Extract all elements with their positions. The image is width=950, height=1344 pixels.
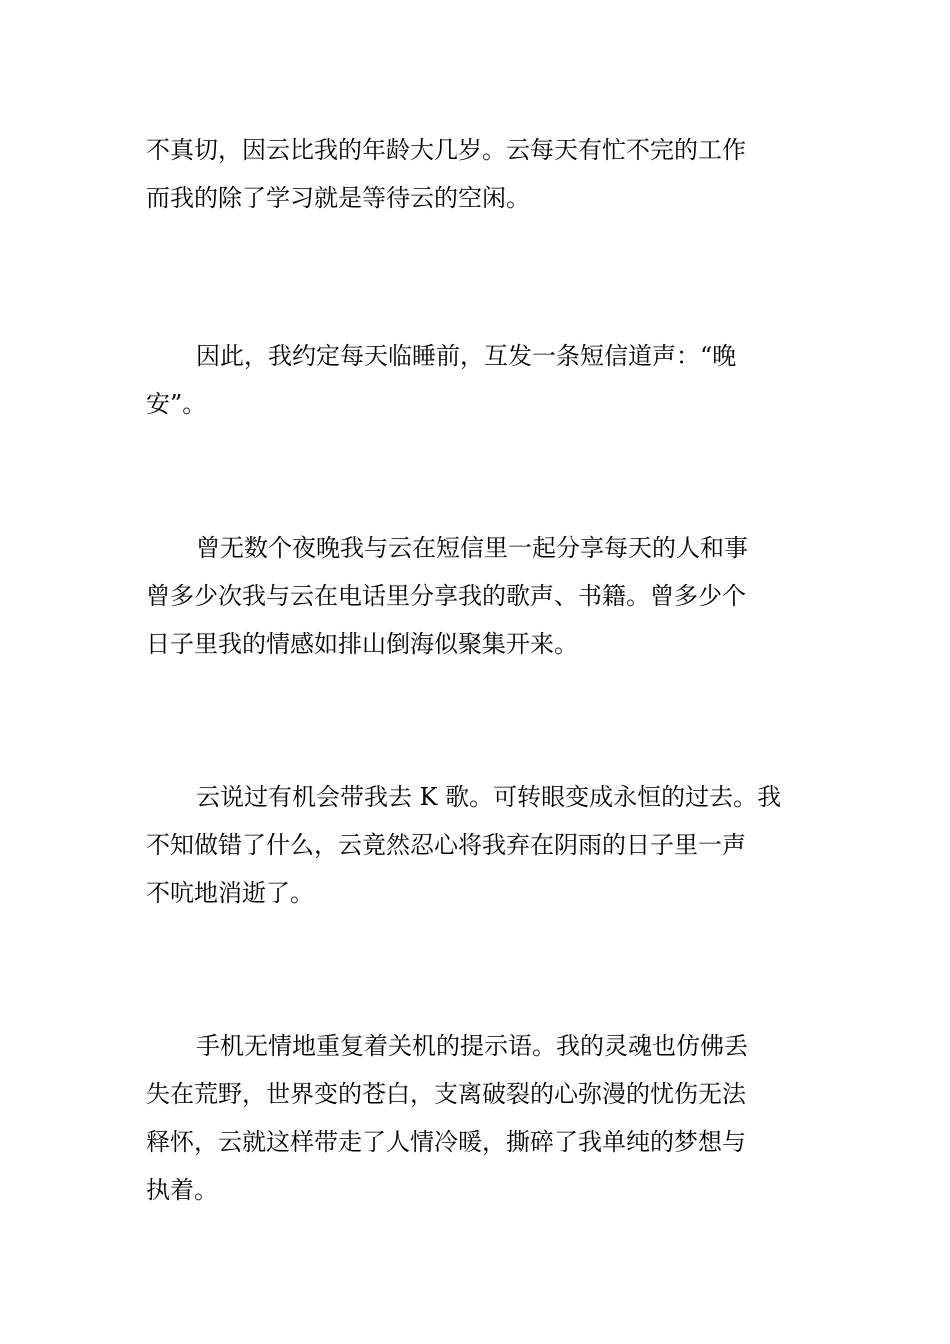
paragraph-2 (146, 332, 810, 428)
paragraph-4 (146, 773, 810, 917)
paragraph-line: 而我的除了学习就是等待云的空闲。 (146, 184, 530, 212)
paragraph-line: 曾无数个夜晚我与云在短信里一起分享每天的人和事 (196, 534, 748, 562)
paragraph-line: 云说过有机会带我去 K 歌。可转眼变成永恒的过去。我 (196, 783, 782, 811)
paragraph-line: 日子里我的情感如排山倒海似聚集开来。 (146, 630, 578, 658)
paragraph-5 (146, 1022, 810, 1214)
paragraph-line: 失在荒野，世界变的苍白，支离破裂的心弥漫的忧伤无法 (146, 1080, 746, 1108)
paragraph-line: 安”。 (146, 390, 207, 418)
paragraph-line: 执着。 (146, 1176, 218, 1204)
paragraph-line: 曾多少次我与云在电话里分享我的歌声、书籍。曾多少个 (146, 582, 746, 610)
paragraph-line: 不吭地消逝了。 (146, 879, 314, 907)
paragraph-line: 因此，我约定每天临睡前，互发一条短信道声：“晚 (196, 342, 737, 370)
paragraph-line: 释怀，云就这样带走了人情冷暖，撕碎了我单纯的梦想与 (146, 1128, 746, 1156)
paragraph-line: 手机无情地重复着关机的提示语。我的灵魂也仿佛丢 (196, 1032, 748, 1060)
paragraph-line: 不知做错了什么，云竟然忍心将我弃在阴雨的日子里一声 (146, 831, 746, 859)
paragraph-3 (146, 524, 810, 668)
paragraph-1 (146, 126, 810, 222)
paragraph-line: 不真切，因云比我的年龄大几岁。云每天有忙不完的工作 (146, 136, 746, 164)
